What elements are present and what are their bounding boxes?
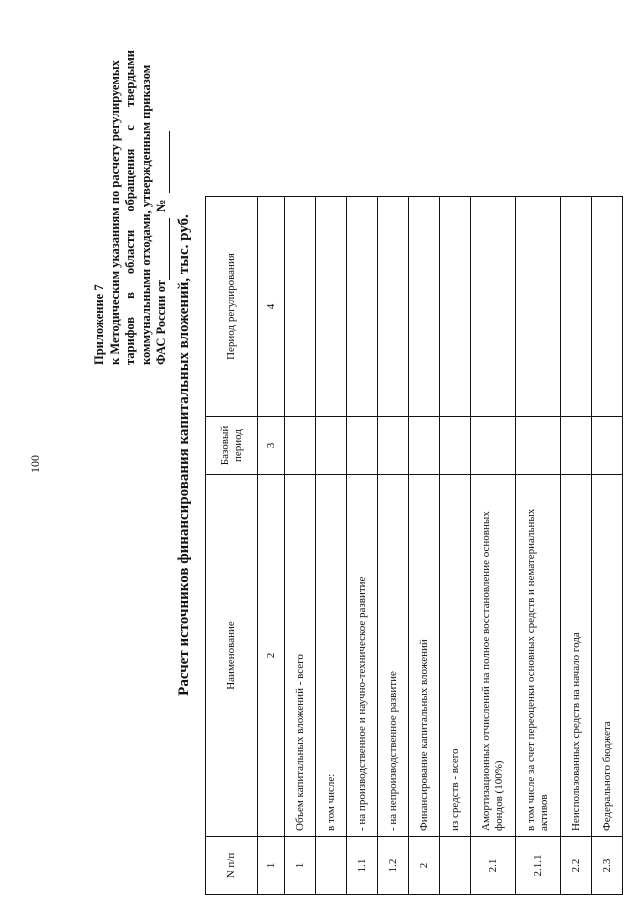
table-row: [516, 197, 561, 895]
table-row: [347, 197, 378, 895]
table-header-row: [206, 197, 258, 895]
order-date-blank: [157, 218, 170, 280]
table-row: [409, 197, 440, 895]
header-name: Наименование: [206, 475, 258, 837]
row-name: в том числе за счет переоценки основных средств и нематериальных активов: [516, 475, 561, 837]
appendix-line-4: коммунальными отходами, утвержденным приказом: [138, 64, 153, 365]
row-name: - на непроизводственное развитие: [378, 475, 409, 837]
row-reg-value: [316, 197, 347, 417]
row-reg-value: [592, 197, 623, 417]
row-num: 1.1: [347, 837, 378, 895]
appendix-order-line: [154, 50, 170, 365]
row-reg-value: [347, 197, 378, 417]
column-number-row: [258, 197, 285, 895]
row-base-value: [316, 417, 347, 475]
row-name: - на производственное и научно-техническое развитие: [347, 475, 378, 837]
order-prefix: ФАС России от: [154, 280, 168, 365]
row-base-value: [409, 417, 440, 475]
row-reg-value: [409, 197, 440, 417]
table-row: [561, 197, 592, 895]
table-row: [592, 197, 623, 895]
table-row: [316, 197, 347, 895]
appendix-line-3: тарифов в области обращения с твердыми: [123, 50, 137, 365]
row-reg-value: [516, 197, 561, 417]
row-num: 2.2: [561, 837, 592, 895]
row-num: 2.1.1: [516, 837, 561, 895]
header-regulation-period: Период регулирования: [206, 197, 258, 417]
row-name: Финансирование капитальных вложений: [409, 475, 440, 837]
header-base-period: Базовый период: [206, 417, 258, 475]
row-base-value: [471, 417, 516, 475]
appendix-line-2: к Методическим указаниям по расчету регулируемых: [107, 60, 122, 365]
financing-table: [205, 196, 623, 895]
row-num: 2: [409, 837, 440, 895]
page-number: 100: [28, 455, 42, 473]
row-reg-value: [561, 197, 592, 417]
row-base-value: [516, 417, 561, 475]
row-name: в том числе:: [316, 475, 347, 837]
row-reg-value: [378, 197, 409, 417]
row-base-value: [561, 417, 592, 475]
row-num: [316, 837, 347, 895]
row-num: 1: [285, 837, 316, 895]
colnum-3: 3: [258, 417, 285, 475]
row-num: 2.1: [471, 837, 516, 895]
row-reg-value: [471, 197, 516, 417]
row-name: Федерального бюджета: [592, 475, 623, 837]
colnum-2: 2: [258, 475, 285, 837]
colnum-4: 4: [258, 197, 285, 417]
table-row: [285, 197, 316, 895]
table-row: [471, 197, 516, 895]
row-reg-value: [440, 197, 471, 417]
row-base-value: [440, 417, 471, 475]
row-num: 2.3: [592, 837, 623, 895]
row-base-value: [285, 417, 316, 475]
row-base-value: [592, 417, 623, 475]
row-reg-value: [285, 197, 316, 417]
header-num: N п/п: [206, 837, 258, 895]
order-number-blank: [157, 132, 170, 194]
row-name: Неиспользованных средств на начало года: [561, 475, 592, 837]
appendix-line-1: Приложение 7: [92, 284, 106, 365]
colnum-1: 1: [258, 837, 285, 895]
row-base-value: [378, 417, 409, 475]
row-name: из средств - всего: [440, 475, 471, 837]
table-row: [378, 197, 409, 895]
table-row: [440, 197, 471, 895]
row-num: 1.2: [378, 837, 409, 895]
row-num: [440, 837, 471, 895]
row-base-value: [347, 417, 378, 475]
document-title: Расчет источников финансирования капитальных вложений, тыс. руб.: [176, 214, 192, 696]
row-name: Объем капитальных вложений - всего: [285, 475, 316, 837]
appendix-block: [92, 50, 170, 365]
order-number-label: №: [154, 199, 168, 213]
row-name: Амортизационных отчислений на полное восстановление основных фондов (100%): [471, 475, 516, 837]
